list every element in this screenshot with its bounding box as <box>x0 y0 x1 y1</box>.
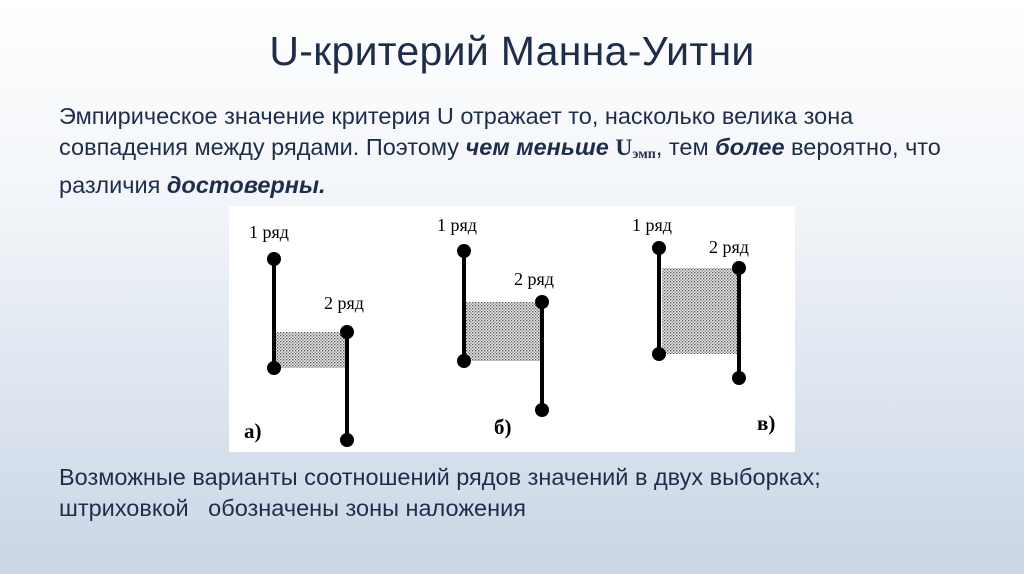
figure-caption <box>59 462 999 524</box>
panel-a <box>244 222 364 447</box>
panel-b-row1-top-dot <box>457 244 471 258</box>
panel-b-letter: б) <box>494 415 512 439</box>
panel-b-row2-label: 2 ряд <box>514 269 554 289</box>
u-letter: U <box>615 135 633 161</box>
panel-b-row1-label: 1 ряд <box>437 215 477 235</box>
panel-c-overlap-zone <box>662 268 738 354</box>
caption-line-2: штриховкой обозначены зоны наложения <box>59 495 526 521</box>
intro-text-1: Эмпирическое значение критерия U отражает то, насколько велика зона совпадения между рядами. Поэтому <box>59 103 854 160</box>
panel-a-row2-label: 2 ряд <box>324 293 364 313</box>
panel-c-row1-bottom-dot <box>652 347 666 361</box>
panel-a-row1-bottom-dot <box>267 361 281 375</box>
panel-c-letter: в) <box>757 411 776 435</box>
intro-text-3: вероятно, что различия <box>59 134 941 198</box>
intro-emphasis-less: чем меньше <box>465 134 609 160</box>
panel-a-letter: а) <box>244 419 262 443</box>
intro-paragraph <box>59 101 979 201</box>
panel-b-row2-bottom-dot <box>535 403 549 417</box>
panel-c-row1-top-dot <box>652 241 666 255</box>
overlap-figure <box>229 206 795 452</box>
panel-c-row2-bottom-dot <box>732 371 746 385</box>
intro-text-2: , тем <box>655 134 716 160</box>
panel-c <box>632 215 775 435</box>
overlap-diagram <box>229 206 795 452</box>
u-subscript: эмп <box>632 147 656 162</box>
panel-a-row1-label: 1 ряд <box>249 222 289 242</box>
panel-c-row2-label: 2 ряд <box>709 237 749 257</box>
panel-b-overlap-zone <box>466 302 541 361</box>
panel-b <box>437 215 554 439</box>
caption-line-1: Возможные варианты соотношений рядов значений в двух выборках; <box>59 464 821 490</box>
panel-c-row1-label: 1 ряд <box>632 215 672 235</box>
intro-emphasis-reliable: достоверны. <box>166 172 326 198</box>
panel-a-row2-top-dot <box>340 325 354 339</box>
panel-a-overlap-zone <box>276 332 346 368</box>
slide-title: U-критерий Манна-Уитни <box>269 28 755 74</box>
panel-b-row2-top-dot <box>535 295 549 309</box>
panel-a-row1-top-dot <box>267 252 281 266</box>
intro-emphasis-more: более <box>715 134 785 160</box>
u-emp-symbol <box>615 135 656 161</box>
panel-a-row2-bottom-dot <box>340 433 354 447</box>
panel-c-row2-top-dot <box>732 261 746 275</box>
panel-b-row1-bottom-dot <box>457 354 471 368</box>
